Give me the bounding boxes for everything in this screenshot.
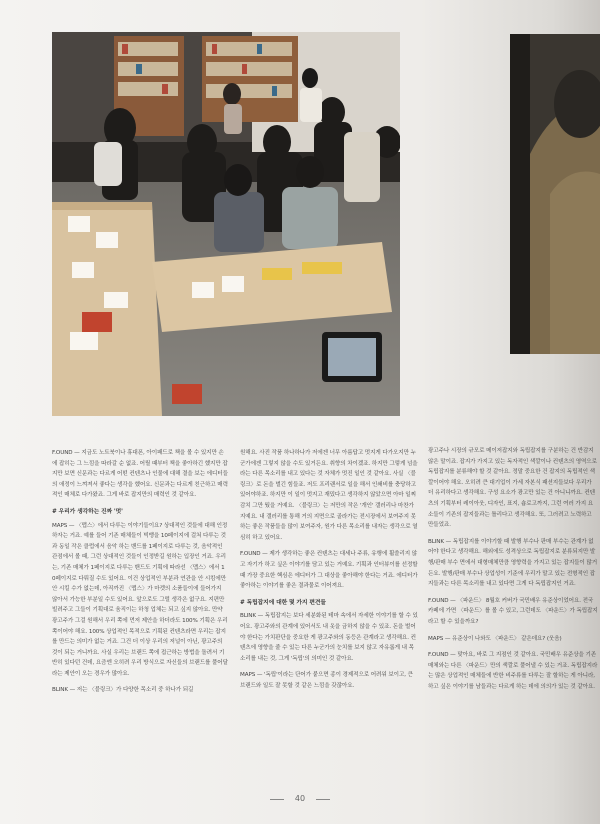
section-heading: # 우리가 생각하는 진짜 '멋' bbox=[52, 508, 123, 515]
section-heading: # 독립잡지에 대한 몇 가지 편견들 bbox=[240, 599, 326, 606]
event-photo bbox=[52, 32, 400, 416]
paragraph: BLINK — 저는 〈블링크〉가 다양한 목소리 중 하나가 되길 bbox=[52, 687, 194, 694]
paragraph: MAPS — 〈맵스〉에서 다루는 이야기들이요? 상대적인 것들에 대해 인정하자는 거죠. 예를 들어 기존 매체들이 빅뱅을 10페이지에 걸쳐 다루는 것과 동일 작은 클럽에서 음악 하는 밴드를 1페이지로 다루는 것, 음악적인 관점에서 볼 때, 그런 상대적인 것들이 인정받길 원하는 입장인 거죠. 우리는, 기존 매체가 1페이지로 다루는 밴드도 기획에 따라선 〈맵스〉에서 10페이지로 다뤄질 수도 있어요. 이건 상업적인 부분과 연관을 안 시킴에만 안 시킬 수가 없는데, 아직까진 〈맵스〉가 마켓의 소품들이에 들어가지 않아서 가능한 부분일 수도 있어요. 앞으로도 그럴 생각은 없구요. 지편만 빌려주고 그들이 기획대로 움직이는 하청 업체는 되고 싶지 않아요. 만약 광고주가 그걸 원해서 우리 쪽에 먼저 제안을 하더라도 100% 기획은 우리 쪽이어야 해요. 100% 상업적인 목적으로 기획된 컨텐츠라면 우리는 잡지를 만드는 의미가 없는 거죠. 그건 더 이상 우리의 저널이 아닌, 광고주의 것이 되는 거니까요. 사실 우리는 브랜드 쪽에 접근하는 방법을 돌려서 기반히 있다던 건데, 요즘엔 오히려 우리 방식으로 자신들의 브랜드를 풀어달라는 제안이 오는 경우가 많아요. bbox=[52, 522, 228, 677]
paragraph: 광고주나 시장의 규모로 메이저잡지와 독립잡지를 구분하는 건 반감지 않은 말이죠. 잡지가 가지고 있는 독자적인 색깔이나 컨텐츠의 영역으로 독립잡지를 분류해야 할 것 같아요. 정말 중요한 건 잡지의 독립적인 색깔이어야 해요. 오히려 큰 대기업이 가세 자본식 패션지들보다 우리가 더 유리하다고 생각해요. 구성 요소가 광고만 있는 건 아니니까요. 컨텐츠의 기획부터 레이아웃, 디자인, 표지, 숍로고까지, 그런 여러 가지 요소들이 기존의 잡지들과는 틀리다고 생각해요. 또, 그러려고 노력하고 만들었죠. bbox=[428, 448, 597, 529]
page-number: 40 bbox=[270, 794, 330, 803]
paragraph: F.OUND — 〈파운드〉 8월호 커버가 국민배우 유준상이었어요. 전국 카페에 가면 〈파운드〉를 볼 수 있고, 그런데도 〈파운드〉가 독립잡지라고 할 수 있을까요? bbox=[428, 597, 598, 625]
paragraph: F.OUND — 제가 생각하는 좋은 컨텐츠는 대세나 주류, 유행에 휩쓸리지 않고 자기가 하고 싶은 이야기를 담고 있는 거예요. 기획과 인터뷰이를 선정할 때 가장 중요한 핵심은 에디터가 그 대상을 좋아해야 한다는 거죠. 에디터가 좋아하는 이야기를 좋은 결과물로 이어져요. bbox=[240, 551, 418, 590]
paragraph: F.OUND — 맞아요, 바로 그 지점인 것 같아요. 국민배우 유준상을 기존 매체와는 다른 〈파운드〉만의 색깔로 풀어낼 수 있는 거죠. 독립잡지라는 많은 상업적인 매체들에 반한 비주류를 다루는 잘 할하는 게 아니라, 하고 싶은 이야기를 남들과는 다르게 하는 데에 의의가 있는 것 같아요. bbox=[428, 652, 598, 690]
paragraph: BLINK — 독립잡지는 보다 세분화된 테마 속에서 자세한 이야기를 할 수 있어요. 광고주와의 관계에 있어서도 내 옷을 금하지 않을 수 있죠. 돈을 벌어야 한다는 가치판단을 중요한 게 광고주와의 동등은 관계라고 생각해요. 컨텐츠에 영향을 줄 수 있는 다른 누군가의 눈치를 보지 않고 자유롭게 내 목소리를 내는 것, 그게 '독립'의 의미인 것 같아요. bbox=[240, 613, 418, 662]
paragraph: 원해요. 사진 작품 하나하나가 저에겐 너무 아름답고 멋지게 다가오지만 누군가에겐 그렇지 않을 수도 있거든요. 취향의 차이겠죠. 하지만 그렇게 넘을라는 다른 목소리를 내고 있다는 것 자체가 멋진 일인 것 같아요. 사실 〈블링크〉로 돈을 벌긴 힘들죠. 저도 프리랜서로 일을 해서 인쇄비를 충당하고 있어야하죠. 하지만 이 일이 멋지고 재밌다고 생각하지 않았으면 아마 일찌감치 그만 뒀을 거예요. 〈블링크〉는 저만의 작은 '개인' 갤러리나 마찬가지예요. 내 갤러리를 통해 거의 지면으로 골라가는 전시장에서 보여주지 못하는 좋은 작품들을 많이 보여주자, 원가 다른 목소리를 내자는 생각으로 열심히 하고 있어요. bbox=[240, 450, 418, 541]
text-column-1 bbox=[52, 448, 228, 702]
paragraph: F.OUND — 지금도 노트북이나 휴대폰, 아이패드로 책을 볼 수 있지만 손에 잡히는 그 느낌을 따라갈 순 없죠. 어릴 때부터 책을 좋아하긴 했지만 잡지만 보면 신문과는 다르게 어떤 컨텐츠나 인물에 대해 결을 보는 에디터들의 애정이 느껴져서 좋다는 생각을 했어요. 신문과는 다르게 친근하고 매력적인 매체로 다가왔죠. 그게 바로 잡지만의 매력인 것 같아요. bbox=[52, 450, 228, 499]
side-photo bbox=[510, 34, 600, 354]
text-column-3 bbox=[428, 446, 598, 698]
paragraph: MAPS — '독립'이라는 단어가 붙으면 종이 경제적으로 어려워 보이고, 큰 브랜드와 일도 잘 못할 것 같은 느낌을 갖잖아요. bbox=[240, 672, 413, 689]
paragraph: BLINK — 독립잡지를 이야기할 때 발행 부수나 판매 부수는 관계가 없어야 한다고 생각해요. 해외에도 성격상으로 독립잡지로 분류되지만 발행/판매 부수 면에서 대형매체만큼 영향력을 가지고 있는 잡지들이 많거든요. 발행/판매 부수나 상업성이 기준에 우리가 말고 있는 전형적인 잡지들과는 다른 목소리를 내고 있다면 그게 다 독립잡지인 거죠. bbox=[428, 538, 598, 588]
paragraph: MAPS — 유준상이 나와도 〈파운드〉 같은데요? (웃음) bbox=[428, 635, 562, 642]
text-column-2 bbox=[240, 448, 418, 697]
